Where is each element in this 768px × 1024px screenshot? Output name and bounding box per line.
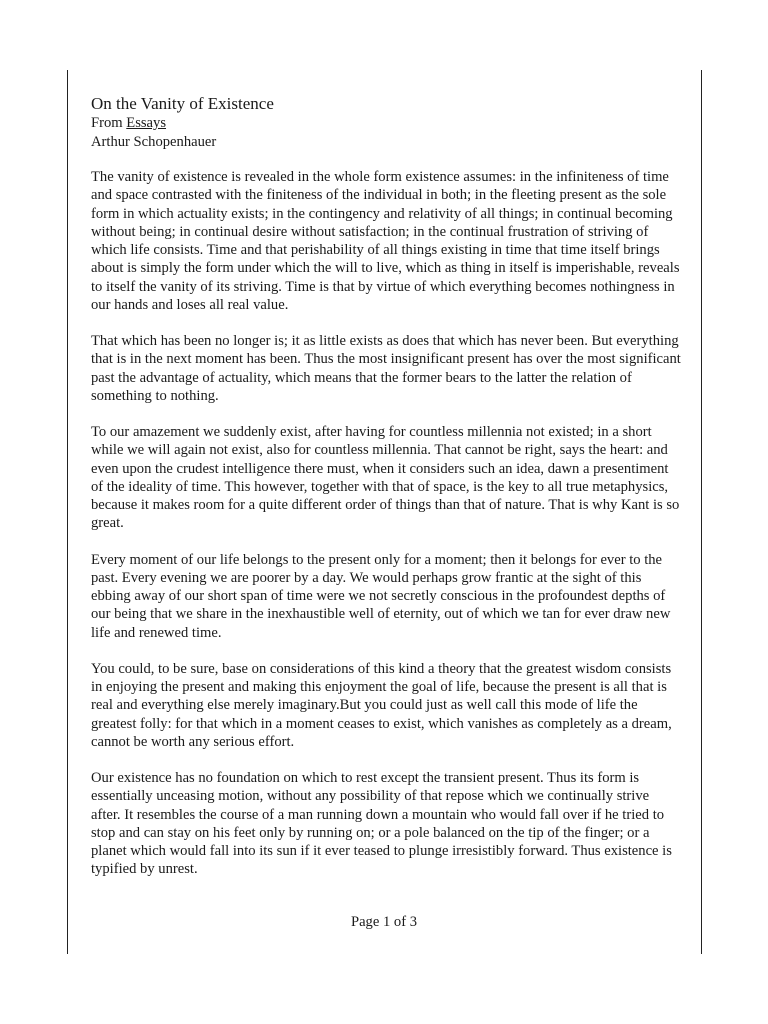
paragraph: That which has been no longer is; it as little exists as does that which has never been. But everything that is in the next moment has been. Thus the most insignificant present has over the most significant past the advantage of actuality, which means that the former bears to the latter the relation of something to nothing. [91, 333, 681, 404]
document-title: On the Vanity of Existence [91, 94, 274, 113]
source-prefix: From [91, 115, 123, 131]
page-border-left [67, 70, 68, 954]
paragraph: Our existence has no foundation on which to rest except the transient present. Thus its form is essentially unceasing motion, without any possibility of that repose which we continually strive after. It resembles the course of a man running down a mountain who would fall over if he tried to stop and can stay on his feet only by running on; or a pole balanced on the tip of the finger; or a planet which would fall into its sun if it ever teased to plunge irresistibly forward. Thus existence is typified by unrest. [91, 770, 672, 878]
document-body [91, 93, 681, 897]
paragraph: To our amazement we suddenly exist, after having for countless millennia not existed; in a short while we will again not exist, also for countless millennia. That cannot be right, says the heart: and even upon the crudest intelligence there must, when it considers such an idea, dawn a presentiment of the ideality of time. This however, together with that of space, is the key to all true metaphysics, because it makes room for a quite different order of things than that of nature. That is why Kant is so great. [91, 424, 680, 532]
paragraphs [91, 168, 681, 879]
paragraph: You could, to be sure, base on considerations of this kind a theory that the greatest wisdom consists in enjoying the present and making this enjoyment the goal of life, because the present is all that is real and everything else merely imaginary.But you could just as well call this mode of life the greatest folly: for that which in a moment ceases to exist, which vanishes as completely as a dream, cannot be worth any serious effort. [91, 660, 672, 750]
document-source [91, 114, 681, 133]
source-link[interactable]: Essays [126, 115, 167, 131]
paragraph: Every moment of our life belongs to the present only for a moment; then it belongs for ever to the past. Every evening we are poorer by a day. We would perhaps grow frantic at the sight of this ebbing away of our short span of time were we not secretly conscious in the profoundest depths of our being that we share in the inexhaustible well of eternity, out of which we tan for ever draw new life and renewed time. [91, 551, 671, 641]
paragraph: The vanity of existence is revealed in the whole form existence assumes: in the infiniteness of time and space contrasted with the finiteness of the individual in both; in the fleeting present as the sole form in which actuality exists; in the contingency and relativity of all things; in continual becoming without being; in continual desire without satisfaction; in the continual frustration of striving of which life consists. Time and that perishability of all things existing in time that time itself brings about is simply the form under which the will to live, which as thing in itself is imperishable, reveals to itself the vanity of its striving. Time is that by virtue of which everything becomes nothingness in our hands and loses all real value. [91, 169, 680, 313]
document-author: Arthur Schopenhauer [91, 133, 217, 150]
page-border-right [701, 70, 702, 954]
page-number: Page 1 of 3 [350, 914, 418, 930]
